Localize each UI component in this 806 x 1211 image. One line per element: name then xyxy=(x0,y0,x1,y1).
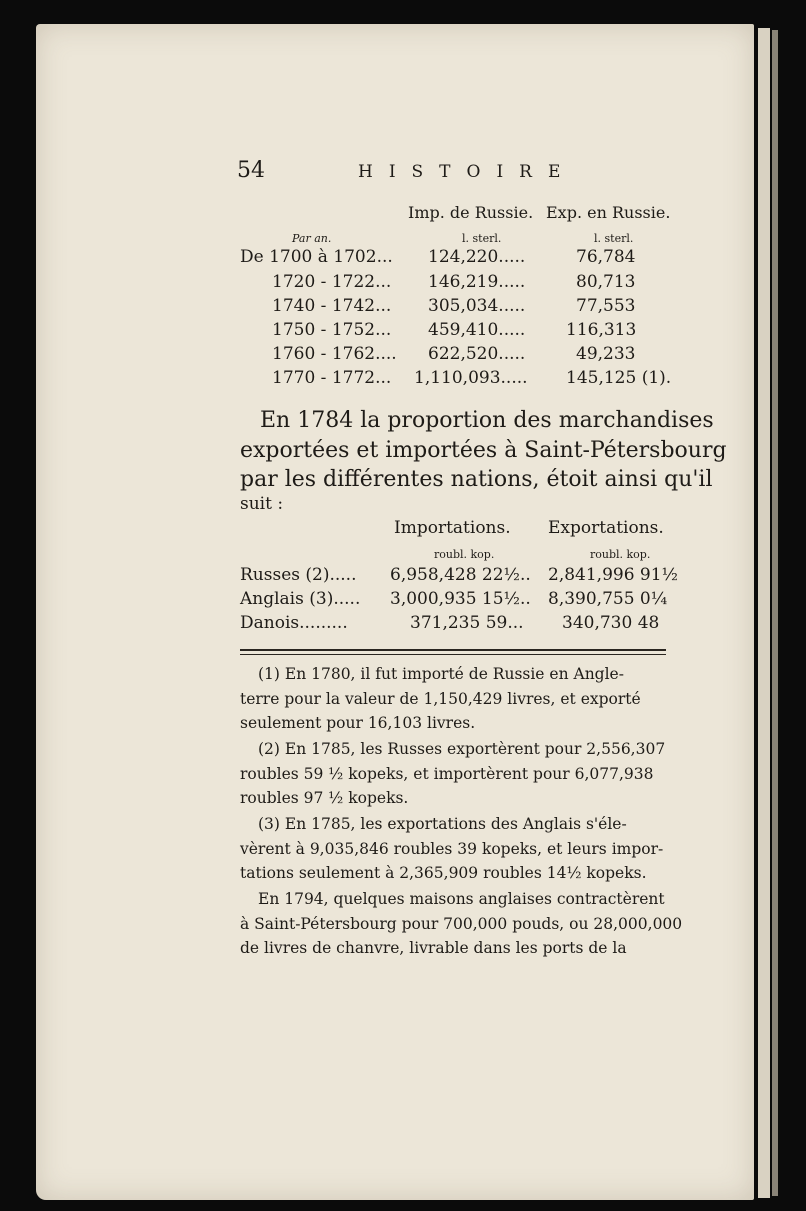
row-period: 1770 - 1772... xyxy=(272,368,392,388)
unit-imp: l. sterl. xyxy=(462,232,502,245)
unit-per-year: Par an. xyxy=(292,232,332,245)
row-nation: Danois......... xyxy=(240,613,348,633)
row-imp: 622,520..... xyxy=(428,344,526,364)
footnote-rule xyxy=(240,649,666,651)
unit-exp: l. sterl. xyxy=(594,232,634,245)
row-imp: 124,220..... xyxy=(428,247,526,267)
footnote-line: de livres de chanvre, livrable dans les ports de la xyxy=(240,939,627,957)
row-exp: 2,841,996 91½ xyxy=(548,565,679,585)
footnote-line: (1) En 1780, il fut importé de Russie en Angle- xyxy=(258,665,624,683)
row-imp: 1,110,093..... xyxy=(414,368,528,388)
row-period: 1760 - 1762.... xyxy=(272,344,397,364)
row-nation: Anglais (3)..... xyxy=(240,589,361,609)
col-header-importations: Importations. xyxy=(394,518,511,538)
row-period: 1740 - 1742... xyxy=(272,296,392,316)
unit-imp: roubl. kop. xyxy=(434,548,495,561)
footnote-line: (3) En 1785, les exportations des Anglais s'éle- xyxy=(258,815,627,833)
footnote-line: terre pour la valeur de 1,150,429 livres, et exporté xyxy=(240,690,641,708)
row-exp: 80,713 xyxy=(576,272,636,292)
row-exp: 8,390,755 0¼ xyxy=(548,589,668,609)
book-spine-edge xyxy=(772,30,778,1196)
footnote-line: vèrent à 9,035,846 roubles 39 kopeks, et leurs impor- xyxy=(240,840,664,858)
footnote-line: En 1794, quelques maisons anglaises contractèrent xyxy=(258,890,665,908)
col-header-exportations: Exportations. xyxy=(548,518,664,538)
row-imp: 371,235 59... xyxy=(410,613,524,633)
footnote-line: seulement pour 16,103 livres. xyxy=(240,714,476,732)
row-nation: Russes (2)..... xyxy=(240,565,357,585)
row-period: De 1700 à 1702... xyxy=(240,247,393,267)
row-exp: 76,784 xyxy=(576,247,636,267)
unit-exp: roubl. kop. xyxy=(590,548,651,561)
page-number: 54 xyxy=(237,158,265,183)
footnote-rule-thin xyxy=(240,654,666,655)
row-exp: 49,233 xyxy=(576,344,636,364)
col-header-imports: Imp. de Russie. xyxy=(408,203,534,222)
row-imp: 3,000,935 15½.. xyxy=(390,589,531,609)
col-header-exports: Exp. en Russie. xyxy=(546,203,671,222)
row-exp: 145,125 (1). xyxy=(566,368,672,388)
row-imp: 6,958,428 22½.. xyxy=(390,565,531,585)
running-title: HISTOIRE xyxy=(358,162,577,182)
paragraph-line: suit : xyxy=(240,494,284,514)
footnote-line: (2) En 1785, les Russes exportèrent pour 2,556,307 xyxy=(258,740,666,758)
footnote-line: roubles 59 ½ kopeks, et importèrent pour 6,077,938 xyxy=(240,765,654,783)
row-exp: 340,730 48 xyxy=(562,613,660,633)
paragraph-line: En 1784 la proportion des marchandises xyxy=(260,408,714,433)
paragraph-line: par les différentes nations, étoit ainsi qu'il xyxy=(240,467,713,492)
next-page-edge xyxy=(758,28,770,1198)
book-page xyxy=(36,24,754,1200)
row-imp: 305,034..... xyxy=(428,296,526,316)
row-exp: 77,553 xyxy=(576,296,636,316)
paragraph-line: exportées et importées à Saint-Pétersbourg xyxy=(240,438,727,463)
row-period: 1750 - 1752... xyxy=(272,320,392,340)
row-exp: 116,313 xyxy=(566,320,637,340)
footnote-line: roubles 97 ½ kopeks. xyxy=(240,789,409,807)
row-imp: 459,410..... xyxy=(428,320,526,340)
footnote-line: tations seulement à 2,365,909 roubles 14½ kopeks. xyxy=(240,864,647,882)
footnote-line: à Saint-Pétersbourg pour 700,000 pouds, ou 28,000,000 xyxy=(240,915,683,933)
row-period: 1720 - 1722... xyxy=(272,272,392,292)
row-imp: 146,219..... xyxy=(428,272,526,292)
